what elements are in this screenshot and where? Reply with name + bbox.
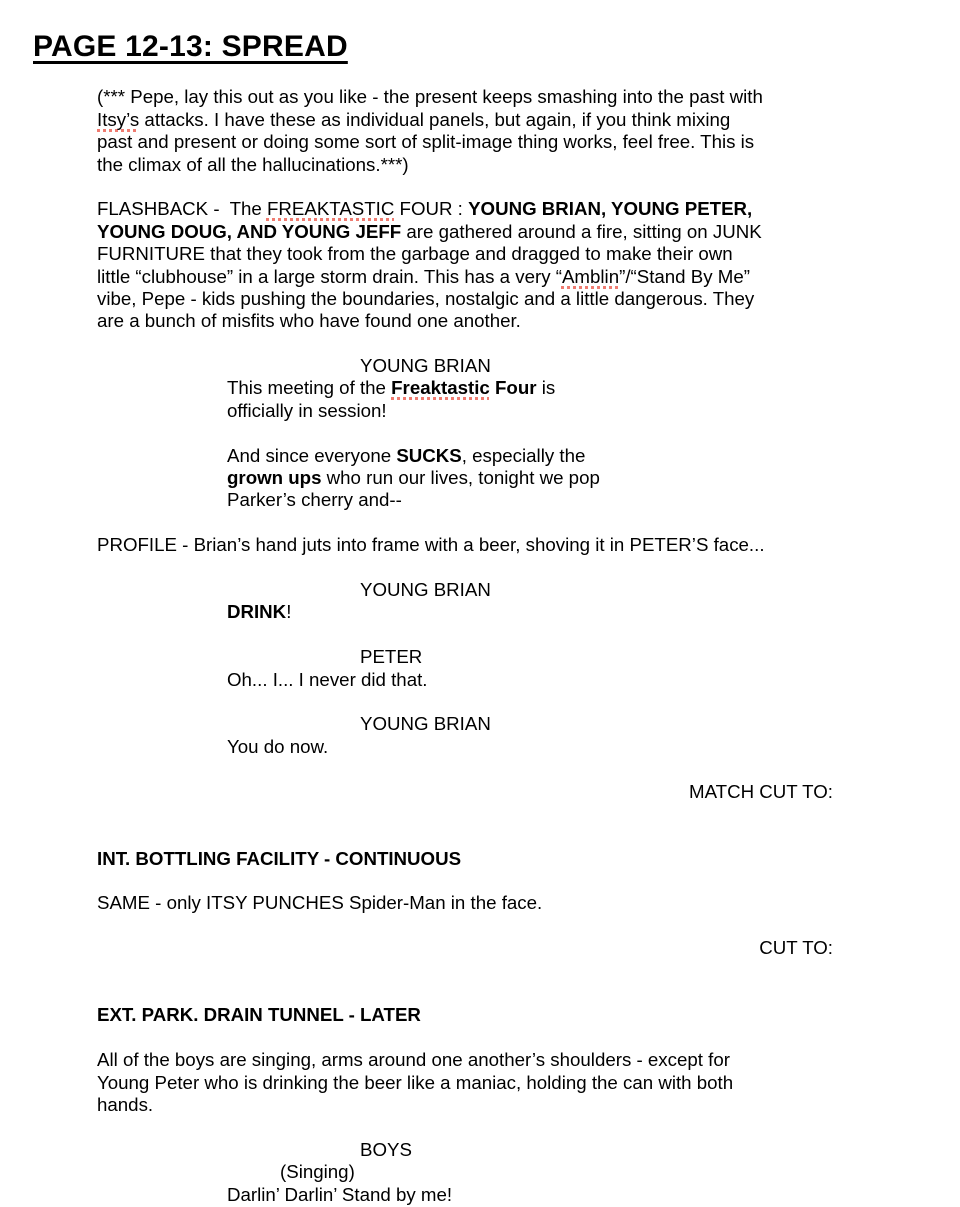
bold-run: Four (489, 377, 537, 399)
bold-run: DRINK (227, 601, 287, 623)
transition-line (0, 937, 833, 959)
misspelled-word: FREAKTASTIC (266, 198, 395, 220)
flashback-line-6 (97, 310, 960, 332)
text-run: the climax of all the hallucinations.***) (97, 153, 409, 175)
text-run: PETER (360, 646, 423, 668)
scene-heading-line (97, 848, 960, 870)
text-run: hands. (97, 1094, 154, 1115)
action-same-punch (0, 892, 960, 914)
dialogue-line (227, 377, 960, 399)
text-run: This meeting of the (227, 377, 392, 399)
text-run: FOUR : (394, 198, 469, 220)
text-run: All of the boys are singing, arms around one another’s shoulders - except for (97, 1049, 730, 1071)
dialogue-block-boys (0, 1139, 960, 1206)
flashback-line-2 (97, 221, 960, 243)
action-profile (0, 534, 960, 556)
flashback-line-3 (97, 243, 960, 265)
text-run: Oh... I... I never did that. (227, 668, 428, 690)
dialogue-line (227, 467, 960, 489)
misspelled-word: Itsy’s (97, 108, 140, 130)
text-run: And since everyone (227, 444, 397, 466)
character-name (360, 579, 960, 601)
dialogue-block-peter (0, 646, 960, 691)
text-run: attacks. I have these as individual panels, but again, if you think mixing (139, 108, 731, 130)
text-run: ”/“Stand By Me” (619, 265, 750, 287)
text-run: INT. BOTTLING FACILITY - CONTINUOUS (97, 847, 462, 869)
action-line (97, 1049, 960, 1071)
action-line (97, 1094, 960, 1116)
dialogue-block-young-brian-3 (0, 713, 960, 758)
flashback-line-4 (97, 266, 960, 288)
text-run: CUT TO: (759, 937, 833, 959)
text-run: little “clubhouse” in a large storm drain. This has a very “ (97, 265, 562, 287)
action-line (97, 892, 960, 914)
text-run: EXT. PARK. DRAIN TUNNEL - LATER (97, 1004, 421, 1026)
text-run: YOUNG BRIAN (360, 355, 491, 377)
note-line-1 (97, 86, 960, 108)
text-run: who run our lives, tonight we pop (321, 467, 600, 489)
note-line-4 (97, 154, 960, 176)
bold-run: YOUNG BRIAN, YOUNG PETER, (468, 198, 753, 220)
text-run: (Singing) (280, 1161, 355, 1183)
text-run: past and present or doing some sort of split-image thing works, feel free. This is (97, 131, 755, 153)
scene-heading-line (97, 1004, 960, 1026)
dialogue-block-young-brian-1-continued (0, 445, 960, 512)
scene-heading-bottling-facility (0, 848, 960, 870)
action-boys-singing (0, 1049, 960, 1116)
text-run: You do now. (227, 735, 329, 757)
text-run: are a bunch of misfits who have found one another. (97, 310, 521, 332)
parenthetical (280, 1161, 960, 1183)
dialogue-line (227, 445, 960, 467)
transition-match-cut-to (0, 781, 833, 803)
text-run: MATCH CUT TO: (689, 780, 833, 802)
text-run: officially in session! (227, 399, 387, 421)
misspelled-word: Amblin (561, 265, 620, 287)
misspelled-bold-word: Freaktastic (391, 377, 490, 399)
text-run: Darlin’ Darlin’ Stand by me! (227, 1183, 453, 1205)
text-run: is (536, 377, 556, 399)
character-name (360, 1139, 960, 1161)
text-run: SAME - only ITSY PUNCHES Spider-Man in the face. (97, 892, 543, 914)
dialogue-line (227, 489, 960, 511)
transition-cut-to (0, 937, 833, 959)
character-name (360, 646, 960, 668)
text-run: are gathered around a fire, sitting on JUNK (401, 220, 762, 242)
text-run: FLASHBACK - The (97, 198, 267, 220)
action-line (97, 1072, 960, 1094)
text-run: YOUNG BRIAN (360, 713, 491, 735)
text-run: , especially the (461, 444, 586, 466)
dialogue-line (227, 669, 960, 691)
dialogue-line (227, 400, 960, 422)
dialogue-line (227, 736, 960, 758)
bold-run: YOUNG DOUG, AND YOUNG JEFF (97, 220, 402, 242)
text-run: Young Peter who is drinking the beer like a maniac, holding the can with both (97, 1071, 734, 1093)
text-run: ! (286, 601, 292, 623)
text-run: Parker’s cherry and-- (227, 489, 402, 511)
note-line-2 (97, 109, 960, 131)
flashback-line-1 (97, 198, 960, 220)
character-name (360, 713, 960, 735)
dialogue-block-young-brian-1 (0, 355, 960, 422)
dialogue-line (227, 1184, 960, 1206)
text-run: (*** Pepe, lay this out as you like - the present keeps smashing into the past with (97, 86, 763, 108)
character-name (360, 355, 960, 377)
action-line (97, 534, 960, 556)
bold-run: SUCKS (396, 444, 462, 466)
text-run: FURNITURE that they took from the garbage and dragged to make their own (97, 243, 733, 265)
flashback-action-paragraph (0, 198, 960, 332)
bold-run: grown ups (227, 467, 322, 489)
text-run: YOUNG BRIAN (360, 578, 491, 600)
dialogue-block-young-brian-2 (0, 579, 960, 624)
dialogue-line (227, 601, 960, 623)
transition-line (0, 781, 833, 803)
flashback-line-5 (97, 288, 960, 310)
text-run: BOYS (360, 1138, 412, 1160)
text-run: vibe, Pepe - kids pushing the boundaries, nostalgic and a little dangerous. They (97, 287, 755, 309)
author-note-paragraph (0, 86, 960, 176)
text-run: PROFILE - Brian’s hand juts into frame with a beer, shoving it in PETER’S face... (97, 534, 765, 556)
page-title: PAGE 12-13: SPREAD (33, 30, 348, 63)
note-line-3 (97, 131, 960, 153)
scene-heading-drain-tunnel (0, 1004, 960, 1026)
